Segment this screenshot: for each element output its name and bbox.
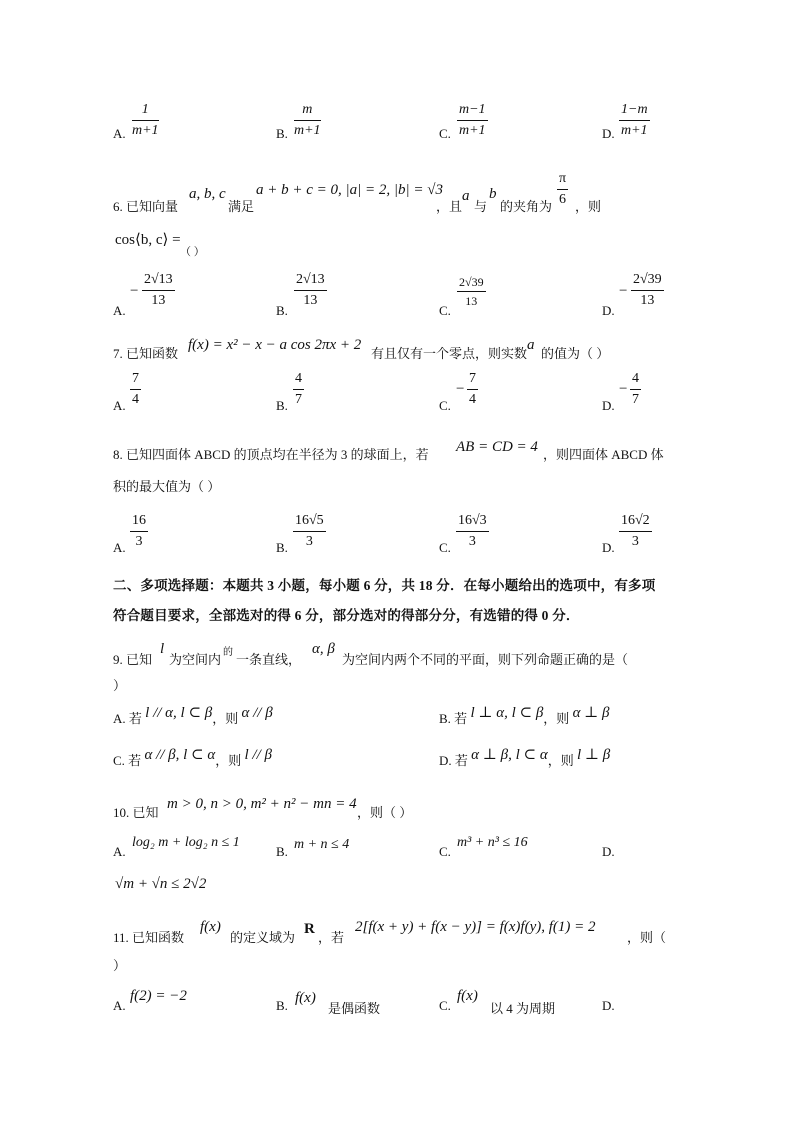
q6-vectors: a, b, c (189, 186, 226, 202)
q10-option-a-label: A. (113, 844, 126, 859)
q9-option-b: B. 若 l ⊥ α, l ⊂ β，则 α ⊥ β (439, 705, 610, 726)
q6-vector-b: b (489, 186, 497, 202)
q7-option-a-label: A. (113, 398, 126, 413)
q6-paren: （ ） (180, 246, 205, 258)
q9-option-d: D. 若 α ⊥ β, l ⊂ α，则 l ⊥ β (439, 747, 611, 768)
q11-option-a-label: A. (113, 998, 126, 1013)
q8-stem-a: 8. 已知四面体 ABCD 的顶点均在半径为 3 的球面上，若 (113, 447, 429, 462)
q11-option-b-text: 是偶函数 (328, 1001, 381, 1016)
q7-option-a-fraction: $\frac{7}{4}$ (132, 371, 139, 407)
q11-stem-b: 的定义域为 (230, 930, 296, 945)
q11-option-c-label: C. (439, 998, 451, 1013)
q6-option-b-label: B. (276, 303, 288, 318)
q11-domain: R (304, 921, 315, 937)
q7-option-d-label: D. (602, 398, 615, 413)
q5-option-b-label: B. (276, 126, 288, 141)
q10-option-c-label: C. (439, 844, 451, 859)
section-2-line1: 二、多项选择题：本题共 3 小题，每小题 6 分，共 18 分．在每小题给出的选项中，有多项 (113, 578, 656, 593)
q8-stem-line2: 积的最大值为（ ） (113, 479, 221, 494)
q10-option-b-label: B. (276, 844, 288, 859)
q6-condition: a + b + c = 0, |a| = 2, |b| = √3 (256, 182, 443, 198)
q11-stem-a: 11. 已知函数 (113, 930, 185, 945)
q11-option-b-expr: f(x) (295, 990, 316, 1006)
q6-angle-fraction: $\frac{\pi}{6}$ (559, 171, 567, 207)
q7-option-c-sign: − (456, 381, 465, 397)
q8-option-c-label: C. (439, 540, 451, 555)
q9-close-paren: ） (113, 678, 127, 693)
q6-option-c-label: C. (439, 303, 451, 318)
q8-option-c-fraction: $\frac{16√3}{3}$ (458, 513, 487, 549)
q8-option-b-label: B. (276, 540, 288, 555)
q8-option-d-label: D. (602, 540, 615, 555)
q10-stem-b: ，则（ ） (357, 805, 413, 820)
q9-option-a: A. 若 l // α, l ⊂ β，则 α // β (113, 705, 273, 726)
q9-line-l: l (160, 641, 165, 657)
q9-option-c: C. 若 α // β, l ⊂ α，则 l // β (113, 747, 272, 768)
q9-stem-d: 为空间内两个不同的平面，则下列命题正确的是（ (342, 652, 629, 667)
q9-stem-b: 为空间内 (169, 652, 222, 667)
q7-option-d-fraction: $\frac{4}{7}$ (632, 371, 639, 407)
q10-option-d-label: D. (602, 844, 615, 859)
q10-stem-a: 10. 已知 (113, 805, 159, 820)
q11-option-c-expr: f(x) (457, 988, 478, 1004)
q7-option-b-label: B. (276, 398, 288, 413)
q11-condition: 2[f(x + y) + f(x − y)] = f(x)f(y), f(1) = 2 (355, 919, 596, 935)
q8-option-a-label: A. (113, 540, 126, 555)
q5-option-a-fraction: $\frac{1}{m+1}$ (132, 102, 159, 138)
q5-option-d-label: D. (602, 126, 615, 141)
q5-option-c-label: C. (439, 126, 451, 141)
q7-option-c-label: C. (439, 398, 451, 413)
q6-stem-f: ，则 (575, 199, 602, 214)
q8-option-a-fraction: $\frac{16}{3}$ (132, 513, 146, 549)
q7-option-d-sign: − (619, 381, 628, 397)
q7-stem-b: 有且仅有一个零点，则实数 (371, 346, 528, 361)
q6-option-b-fraction: $\frac{2√13}{13}$ (296, 272, 325, 308)
q9-stem-c: 一条直线， (236, 652, 302, 667)
q7-var: a (527, 337, 535, 353)
q11-option-b-label: B. (276, 998, 288, 1013)
q6-stem-e: 的夹角为 (500, 199, 553, 214)
q10-option-c-expr: m³ + n³ ≤ 16 (457, 835, 528, 850)
q6-option-a-label: A. (113, 303, 126, 318)
q11-option-a-expr: f(2) = −2 (130, 988, 187, 1004)
q10-condition: m > 0, n > 0, m² + n² − mn = 4 (167, 796, 357, 812)
q6-stem-c: ，且 (436, 199, 463, 214)
q9-small-de: 的 (223, 647, 233, 658)
q5-option-b-fraction: $\frac{m}{m+1}$ (294, 102, 321, 138)
q11-stem-d: ，则（ (627, 930, 667, 945)
q6-stem-a: 6. 已知向量 (113, 199, 179, 214)
q11-function: f(x) (200, 919, 221, 935)
q6-query: cos⟨b, c⟩ = (115, 232, 181, 248)
q6-vector-a: a (462, 188, 470, 204)
q5-option-c-fraction: $\frac{m-1}{m+1}$ (459, 102, 486, 138)
q8-option-b-fraction: $\frac{16√5}{3}$ (295, 513, 324, 549)
q9-planes: α, β (312, 641, 335, 657)
q7-option-b-fraction: $\frac{4}{7}$ (295, 371, 302, 407)
q6-option-a-sign: − (130, 283, 139, 299)
q6-stem-b: 满足 (228, 199, 255, 214)
q8-equation: AB = CD = 4 (456, 439, 538, 455)
q10-option-b-expr: m + n ≤ 4 (294, 837, 350, 852)
q11-option-d-label: D. (602, 998, 615, 1013)
q5-option-a-label: A. (113, 126, 126, 141)
q9-stem-a: 9. 已知 (113, 652, 153, 667)
q7-function: f(x) = x² − x − a cos 2πx + 2 (188, 337, 362, 353)
q7-option-c-fraction: $\frac{7}{4}$ (469, 371, 476, 407)
q6-option-d-label: D. (602, 303, 615, 318)
q7-stem-a: 7. 已知函数 (113, 346, 179, 361)
q7-stem-c: 的值为（ ） (541, 346, 610, 361)
q6-option-a-fraction: $\frac{2√13}{13}$ (144, 272, 173, 308)
q5-option-d-fraction: $\frac{1-m}{m+1}$ (621, 102, 648, 138)
q11-option-c-text: 以 4 为周期 (490, 1001, 556, 1016)
q10-option-d-expr: √m + √n ≤ 2√2 (115, 876, 207, 892)
q6-stem-d: 与 (474, 199, 488, 214)
q11-close-paren: ） (113, 958, 127, 973)
q8-stem-b: ，则四面体 ABCD 体 (543, 447, 664, 462)
q6-option-d-fraction: $\frac{2√39}{13}$ (633, 272, 662, 308)
q11-stem-c: ，若 (318, 930, 345, 945)
section-2-line2: 符合题目要求，全部选对的得 6 分，部分选对的得部分分，有选错的得 0 分． (113, 608, 580, 623)
q10-option-a-expr: log₂ m + log₂ n ≤ 1 (132, 835, 240, 850)
q6-option-c-fraction: $\frac{2√39}{13}$ (459, 275, 484, 308)
q8-option-d-fraction: $\frac{16√2}{3}$ (621, 513, 650, 549)
q6-option-d-sign: − (619, 283, 628, 299)
